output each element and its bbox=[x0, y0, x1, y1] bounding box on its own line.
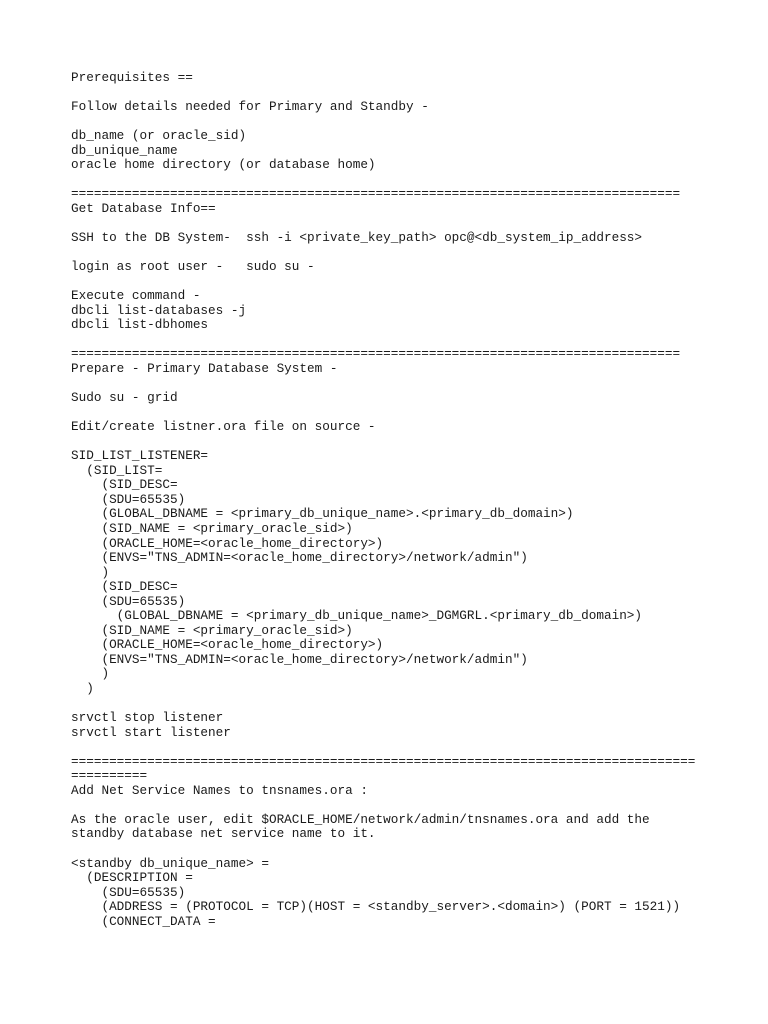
code-line: (SID_NAME = <primary_oracle_sid>) bbox=[71, 520, 353, 536]
code-line: dbcli list-databases -j bbox=[71, 302, 247, 318]
blank-line bbox=[71, 740, 751, 755]
code-line: SSH to the DB System- ssh -i <private_key_path> opc@<db_system_ip_address> bbox=[71, 230, 643, 246]
section-heading-prerequisites: Prerequisites == bbox=[71, 70, 193, 85]
code-line: (SDU=65535) bbox=[71, 491, 186, 507]
section-heading-prepare-primary: Prepare - Primary Database System - bbox=[71, 360, 338, 376]
code-line: dbcli list-dbhomes bbox=[71, 317, 209, 333]
text-line: db_name (or oracle_sid) bbox=[71, 128, 247, 144]
code-line: Sudo su - grid bbox=[71, 390, 178, 406]
blank-line bbox=[71, 697, 751, 712]
code-line: srvctl start listener bbox=[71, 724, 231, 740]
code-line: SID_LIST_LISTENER= bbox=[71, 448, 209, 464]
section-heading-get-database-info: Get Database Info== bbox=[71, 200, 216, 216]
code-line: (SDU=65535) bbox=[71, 884, 186, 900]
blank-line bbox=[71, 216, 751, 231]
separator-line: ========== bbox=[71, 768, 148, 784]
code-line: srvctl stop listener bbox=[71, 710, 224, 726]
blank-line bbox=[71, 798, 751, 813]
text-line: As the oracle user, edit $ORACLE_HOME/network/admin/tnsnames.ora and add the bbox=[71, 811, 650, 827]
code-line: <standby db_unique_name> = bbox=[71, 855, 269, 871]
blank-line bbox=[71, 275, 751, 290]
text-line: Edit/create listner.ora file on source - bbox=[71, 419, 376, 435]
text-line: db_unique_name bbox=[71, 142, 178, 158]
code-line: (CONNECT_DATA = bbox=[71, 913, 216, 929]
section-heading-add-net-service-names: Add Net Service Names to tnsnames.ora : bbox=[71, 782, 368, 798]
blank-line bbox=[71, 406, 751, 421]
code-line: ) bbox=[71, 564, 110, 580]
blank-line bbox=[71, 246, 751, 261]
separator-line: ================================================================================== bbox=[71, 753, 696, 769]
code-line: (SID_NAME = <primary_oracle_sid>) bbox=[71, 622, 353, 638]
separator-line: ================================================================================ bbox=[71, 186, 681, 202]
code-line: (ENVS="TNS_ADMIN=<oracle_home_directory>/network/admin") bbox=[71, 550, 528, 566]
blank-line bbox=[71, 173, 751, 188]
code-line: (SDU=65535) bbox=[71, 593, 186, 609]
blank-line bbox=[71, 842, 751, 857]
code-line: (ADDRESS = (PROTOCOL = TCP)(HOST = <standby_server>.<domain>) (PORT = 1521)) bbox=[71, 899, 681, 915]
blank-line bbox=[71, 435, 751, 450]
code-line: (SID_DESC= bbox=[71, 579, 178, 595]
document-page bbox=[71, 71, 751, 929]
text-line: Execute command - bbox=[71, 288, 201, 304]
blank-line bbox=[71, 86, 751, 101]
code-line: (ORACLE_HOME=<oracle_home_directory>) bbox=[71, 637, 384, 653]
code-line: (ORACLE_HOME=<oracle_home_directory>) bbox=[71, 535, 384, 551]
code-line: (ENVS="TNS_ADMIN=<oracle_home_directory>/network/admin") bbox=[71, 651, 528, 667]
code-line: (SID_LIST= bbox=[71, 462, 163, 478]
code-line: (GLOBAL_DBNAME = <primary_db_unique_name>_DGMGRL.<primary_db_domain>) bbox=[71, 608, 643, 624]
blank-line bbox=[71, 376, 751, 391]
blank-line bbox=[71, 115, 751, 130]
code-line: ) bbox=[71, 680, 94, 696]
code-line: ) bbox=[71, 666, 110, 682]
blank-line bbox=[71, 333, 751, 348]
code-line: login as root user - sudo su - bbox=[71, 259, 315, 275]
text-line: Follow details needed for Primary and Standby - bbox=[71, 99, 429, 115]
text-line: standby database net service name to it. bbox=[71, 826, 376, 842]
code-line: (SID_DESC= bbox=[71, 477, 178, 493]
separator-line: ================================================================================ bbox=[71, 346, 681, 362]
text-line: oracle home directory (or database home) bbox=[71, 157, 376, 173]
code-line: (DESCRIPTION = bbox=[71, 870, 193, 886]
code-line: (GLOBAL_DBNAME = <primary_db_unique_name>.<primary_db_domain>) bbox=[71, 506, 574, 522]
